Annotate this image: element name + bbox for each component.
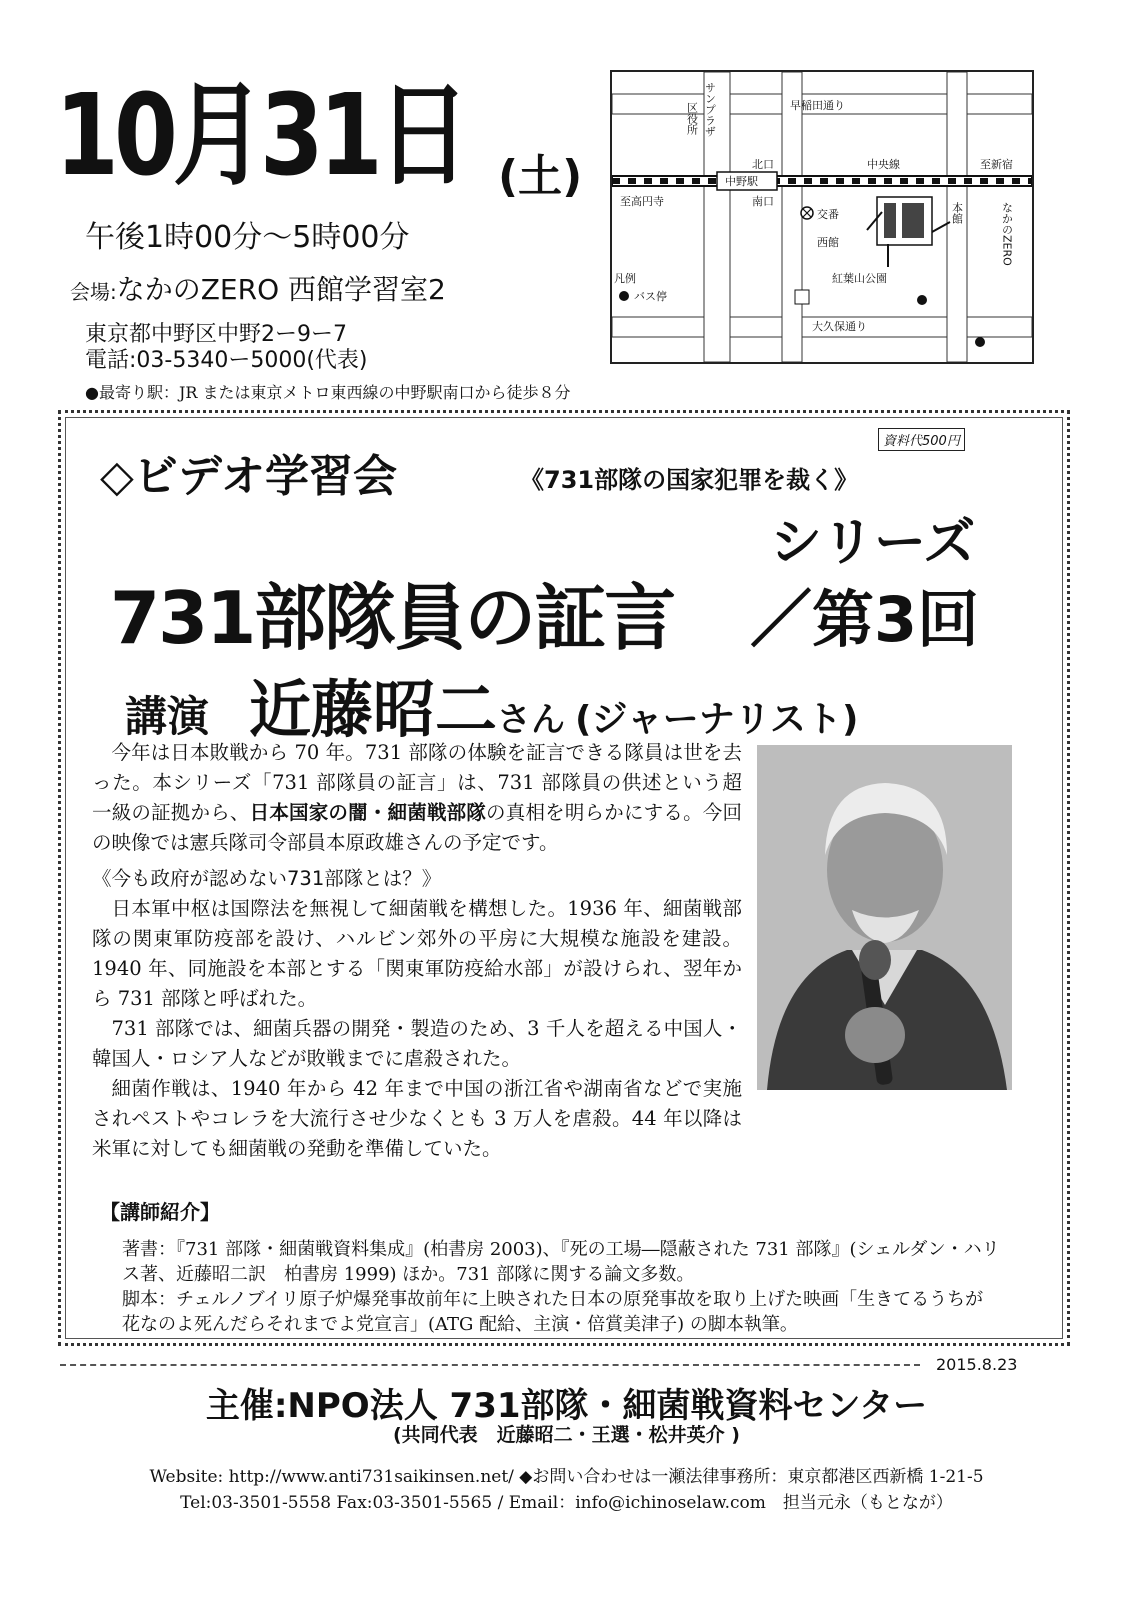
speaker-role: (ジャーナリスト) [575, 699, 859, 740]
speaker-photo [757, 745, 1012, 1090]
map-drawing [612, 72, 1032, 362]
map-label-to-shinjuku: 至新宿 [980, 158, 1013, 171]
event-date: 10月31日 [55, 71, 465, 201]
main-title: 731部隊員の証言 [110, 576, 675, 660]
map-post-office-icon [795, 290, 809, 304]
series-word: シリーズ [770, 513, 976, 573]
map-label-waseda: 早稲田通り [790, 99, 845, 112]
map-label-momiji-park: 紅葉山公園 [832, 272, 887, 285]
venue-address: 東京都中野区中野2ー9ー7 [85, 322, 347, 347]
map-label-nakano-zero: なかのZERO [1000, 202, 1014, 266]
map-label-bus-stop: バス停 [634, 290, 667, 303]
map-label-koban: 交番 [817, 208, 839, 221]
venue [70, 268, 446, 308]
paragraph-operations: 細菌作戦は、1940 年から 42 年まで中国の浙江省や湖南省などで実施されペストやコレラを大流行させ少なくとも 3 万人を虐殺。44 年以降は米軍に対しても細菌戦の発動を準備していた。 [92, 1077, 742, 1160]
co-representatives: (共同代表 近藤昭二・王選・松井英介 ) [393, 1424, 740, 1446]
bio-books: 著書：『731 部隊・細菌戦資料集成』(柏書房 2003)、『死の工場―隠蔽された 731 部隊』(シェルダン・ハリス著、近藤昭二訳 柏書房 1999) ほか。731 部隊に関する論文多数。 [122, 1239, 1000, 1285]
access-map [610, 70, 1034, 364]
map-bus-stop-icon-2 [975, 337, 985, 347]
map-label-west-wing: 西館 [817, 236, 839, 249]
paragraph-intro [92, 738, 742, 858]
map-bus-stop-legend-icon [619, 291, 629, 301]
paragraph-intro-b: の真相を明らかにする。今回の映像では憲兵隊司令部員本原政雄さんの予定です。 [92, 801, 742, 854]
map-label-okubo: 大久保通り [812, 320, 867, 333]
episode-number: ／第3回 [750, 583, 980, 656]
nearest-station-note: ●最寄り駅：JR または東京メトロ東西線の中野駅南口から徒歩８分 [85, 383, 571, 402]
bio-heading: 【講師紹介】 [100, 1200, 220, 1224]
map-bus-stop-icon-1 [917, 295, 927, 305]
series-subtitle: 《731部隊の国家犯罪を裁く》 [520, 466, 859, 494]
venue-phone: 電話:03-5340ー5000(代表) [85, 348, 368, 373]
issue-date: 2015.8.23 [936, 1355, 1018, 1374]
lecture-label: 講演 [125, 692, 210, 741]
photo-hand [845, 1007, 905, 1063]
event-day-of-week: (土) [498, 151, 583, 202]
paragraph-victims: 731 部隊では、細菌兵器の開発・製造のため、3 千人を超える中国人・韓国人・ロシア人などが敗戦までに虐殺された。 [92, 1017, 742, 1070]
paragraph-history: 日本軍中枢は国際法を無視して細菌戦を構想した。1936 年、細菌戦部隊の関東軍防疫部を設け、ハルビン郊外の平房に大規模な施設を建設。1940 年、同施設を本部とする「関東軍防疫給水部」が設けられ、翌年から 731 部隊と呼ばれた。 [92, 897, 742, 1010]
series-heading: ◇ビデオ学習会 [100, 451, 397, 502]
body-text [92, 738, 742, 1164]
bio-screenplay: 脚本：チェルノブイリ原子炉爆発事故前年に上映された日本の原発事故を取り上げた映画「生きてるうちが花なのよ死んだらそれまでよ党宣言」(ATG 配給、主演・倍賞美津子) の脚本執筆。 [122, 1289, 984, 1335]
contact-website-address: Website: http://www.anti731saikinsen.net/ ◆お問い合わせは一瀬法律事務所：東京都港区西新橋 1-21-5 [149, 1467, 984, 1487]
map-label-south-exit: 南口 [752, 195, 774, 208]
speaker-photo-drawing [757, 745, 1012, 1090]
paragraph-intro-highlight: 日本国家の闇・細菌戦部隊 [249, 801, 487, 824]
contact-phone-email: Tel:03-3501-5558 Fax:03-3501-5565 / Email：info@ichinoselaw.com 担当元永（もとなが） [180, 1493, 953, 1513]
map-label-chuo-line: 中央線 [867, 158, 900, 171]
map-main-wing-block [902, 203, 924, 238]
lecture-line [125, 660, 859, 749]
venue-label: 会場: [70, 280, 117, 304]
speaker-honorific: さん [497, 700, 566, 740]
event-time: 午後1時00分～5時00分 [85, 220, 410, 255]
map-west-wing-block [884, 203, 896, 238]
speaker-name: 近藤昭二 [249, 673, 498, 746]
venue-contact [85, 322, 368, 374]
photo-microphone-head [859, 940, 891, 980]
footer-divider [60, 1364, 920, 1366]
speaker-bio [100, 1200, 1000, 1337]
contact-info [0, 1464, 1133, 1516]
map-label-legend: 凡例 [614, 272, 636, 285]
map-label-ward-office: 区役所 [685, 102, 699, 135]
map-label-sunplaza: サンプラザ [703, 82, 717, 137]
map-label-main-wing: 本館 [950, 202, 964, 224]
map-label-north-exit: 北口 [752, 158, 774, 171]
material-fee: 資料代500円 [878, 428, 965, 451]
map-label-nakano-station: 中野駅 [725, 175, 758, 188]
body-subheading: 《今も政府が認めない731部隊とは？》 [92, 867, 442, 890]
paragraph-intro-a: 今年は日本敗戦から 70 年。731 部隊の体験を証言できる隊員は世を去った。本シリーズ「731 部隊員の証言」は、731 部隊員の供述という超一級の証拠から、 [92, 741, 742, 824]
map-label-to-koenji: 至高円寺 [620, 195, 664, 208]
organizer: 主催:NPO法人 731部隊・細菌戦資料センター [205, 1386, 928, 1426]
venue-name: なかのZERO 西館学習室2 [116, 273, 446, 306]
map-road-vertical-2 [782, 72, 802, 362]
